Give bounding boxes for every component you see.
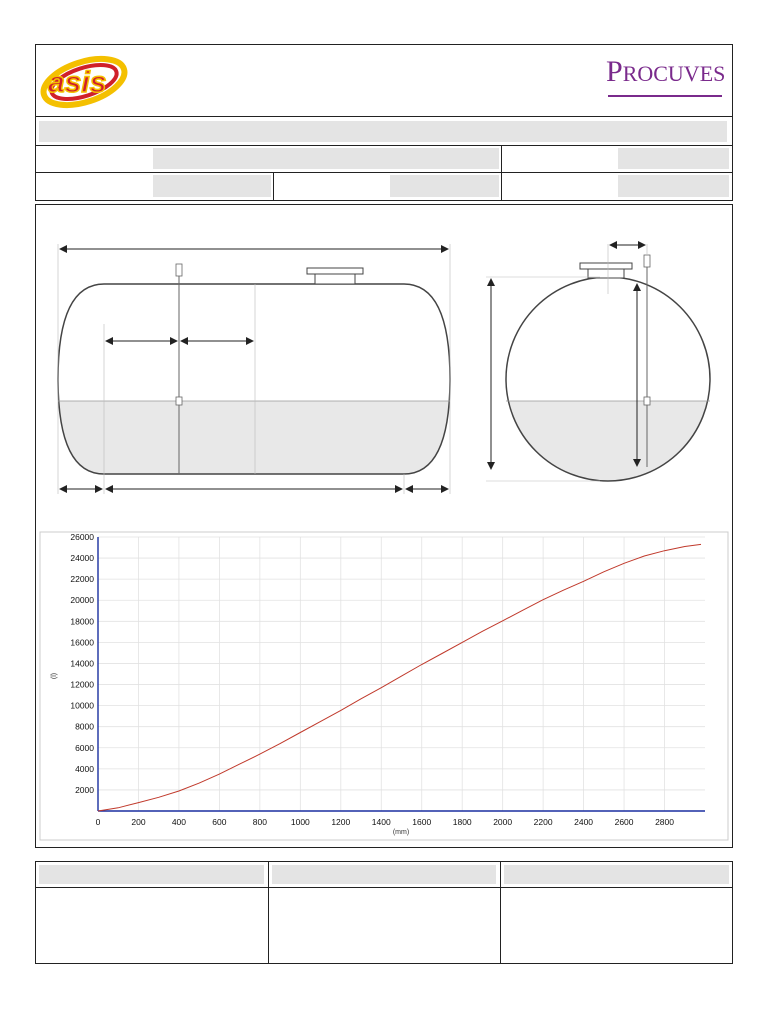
y-tick-label: 22000 (70, 574, 94, 585)
y-tick-label: 10000 (70, 700, 94, 711)
title-bar (39, 121, 727, 142)
y-tick-label: 24000 (70, 553, 94, 564)
side-view (50, 244, 460, 494)
header-divider (35, 116, 733, 117)
x-axis-label: (mm) (392, 829, 410, 836)
x-tick-label: 800 (252, 817, 267, 827)
y-axis-label: (l) (51, 672, 58, 680)
x-tick-label: 1600 (412, 817, 432, 827)
info-divider (501, 145, 502, 201)
x-tick-label: 200 (131, 817, 146, 827)
y-tick-label: 12000 (70, 679, 94, 690)
asis-logo (40, 52, 130, 112)
x-tick-label: 2200 (533, 817, 553, 827)
x-tick-label: 600 (212, 817, 227, 827)
y-tick-label: 26000 (70, 532, 94, 542)
x-tick-label: 1000 (290, 817, 310, 827)
table-header-cell (504, 865, 729, 884)
procuves-logo: PROCUVES (606, 52, 726, 102)
y-tick-label: 6000 (75, 742, 94, 753)
table-divider (268, 861, 269, 964)
table-divider (35, 887, 733, 888)
header-divider (35, 145, 733, 146)
header-divider (35, 172, 733, 173)
x-tick-label: 1400 (371, 817, 391, 827)
info-field (153, 175, 271, 197)
x-tick-label: 400 (171, 817, 187, 827)
info-field (390, 175, 499, 197)
table-divider (500, 861, 501, 964)
x-tick-label: 2600 (614, 817, 634, 827)
info-field (618, 175, 729, 197)
end-view (486, 244, 720, 491)
tank-diagram (0, 204, 768, 524)
table-header-cell (272, 865, 496, 884)
y-tick-label: 2000 (75, 784, 94, 795)
y-tick-label: 16000 (70, 637, 94, 648)
info-divider (273, 172, 274, 201)
y-tick-label: 18000 (70, 616, 94, 627)
x-tick-label: 1200 (331, 817, 351, 827)
x-tick-label: 0 (95, 817, 101, 827)
table-header-cell (39, 865, 264, 884)
x-tick-label: 2400 (574, 817, 594, 827)
x-tick-label: 2800 (655, 817, 674, 827)
volume-chart (0, 528, 768, 848)
y-tick-label: 20000 (70, 595, 94, 606)
y-tick-label: 14000 (70, 658, 94, 669)
svg-text:asis: asis (48, 66, 107, 99)
y-tick-label: 4000 (75, 763, 94, 774)
x-tick-label: 1800 (452, 817, 472, 827)
x-tick-label: 2000 (493, 817, 513, 827)
info-field (618, 148, 729, 169)
y-tick-label: 8000 (75, 721, 94, 732)
info-field (153, 148, 499, 169)
